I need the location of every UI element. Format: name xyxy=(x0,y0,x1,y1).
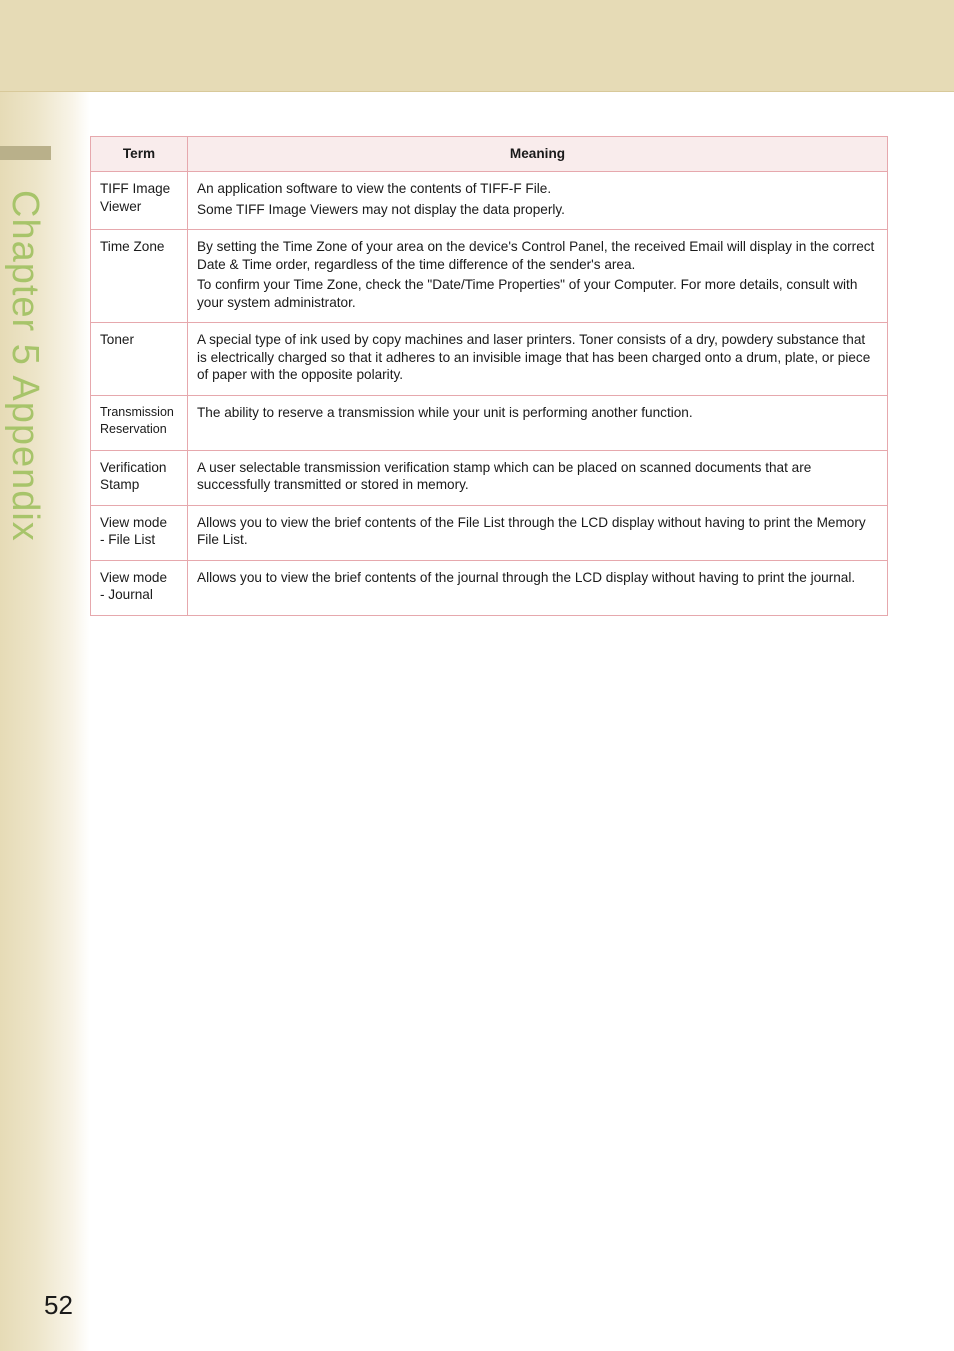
table-header-row xyxy=(91,137,888,172)
meaning-cell xyxy=(188,560,888,615)
meaning-cell xyxy=(188,172,888,230)
meaning-text: The ability to reserve a transmission while your unit is performing another function. xyxy=(197,404,693,420)
table-row xyxy=(91,323,888,396)
table-row xyxy=(91,172,888,230)
term-cell xyxy=(91,395,188,450)
table-row xyxy=(91,505,888,560)
meaning-text: To confirm your Time Zone, check the "Date/Time Properties" of your Computer. For more details, consult with your system administrator. xyxy=(197,277,858,310)
meaning-cell xyxy=(188,395,888,450)
term-text: Toner xyxy=(100,332,135,347)
meaning-text: By setting the Time Zone of your area on the device's Control Panel, the received Email will display in the correct Date & Time order, regardless of the time difference of the sender's area. xyxy=(197,239,875,272)
term-text: Verification xyxy=(100,459,167,475)
meaning-text: Some TIFF Image Viewers may not display the data properly. xyxy=(197,201,565,217)
meaning-cell xyxy=(188,323,888,396)
table-row xyxy=(91,560,888,615)
term-text: Transmission xyxy=(100,404,174,419)
term-text: Viewer xyxy=(100,198,142,214)
term-cell xyxy=(91,560,188,615)
table-row xyxy=(91,450,888,505)
term-text: TIFF Image xyxy=(100,181,171,196)
meaning-column-header: Meaning xyxy=(188,137,888,172)
meaning-cell xyxy=(188,450,888,505)
term-text: Time Zone xyxy=(100,239,165,254)
term-cell xyxy=(91,450,188,505)
term-cell xyxy=(91,323,188,396)
term-cell xyxy=(91,172,188,230)
term-text: - Journal xyxy=(100,587,153,602)
term-text: View mode xyxy=(100,569,167,585)
meaning-text: A special type of ink used by copy machines and laser printers. Toner consists of a dry, powdery substance that is electrically charged so that it adheres to an invisible image that has been charged onto a drum, plate, or piece of paper with the opposite polarity. xyxy=(197,332,871,382)
term-text: - File List xyxy=(100,532,156,547)
table-row xyxy=(91,230,888,323)
chapter-marker xyxy=(0,146,51,160)
meaning-text: Allows you to view the brief contents of the journal through the LCD display without having to print the journal. xyxy=(197,569,856,585)
table-row xyxy=(91,395,888,450)
chapter-label: Chapter 5 Appendix xyxy=(4,190,46,542)
term-text: Stamp xyxy=(100,477,140,492)
term-text: View mode xyxy=(100,514,167,530)
term-text: Reservation xyxy=(100,422,167,436)
term-column-header: Term xyxy=(91,137,188,172)
meaning-cell xyxy=(188,505,888,560)
meaning-text: Allows you to view the brief contents of the File List through the LCD display without having to print the Memory File List. xyxy=(197,514,866,547)
meaning-text: A user selectable transmission verification stamp which can be placed on scanned documents that are successfully transmitted or stored in memory. xyxy=(197,459,812,492)
meaning-text: An application software to view the contents of TIFF-F File. xyxy=(197,181,552,196)
header-band xyxy=(0,0,954,92)
meaning-cell xyxy=(188,230,888,323)
glossary-table xyxy=(90,136,888,616)
term-cell xyxy=(91,505,188,560)
page-number: 52 xyxy=(44,1290,73,1320)
term-cell xyxy=(91,230,188,323)
